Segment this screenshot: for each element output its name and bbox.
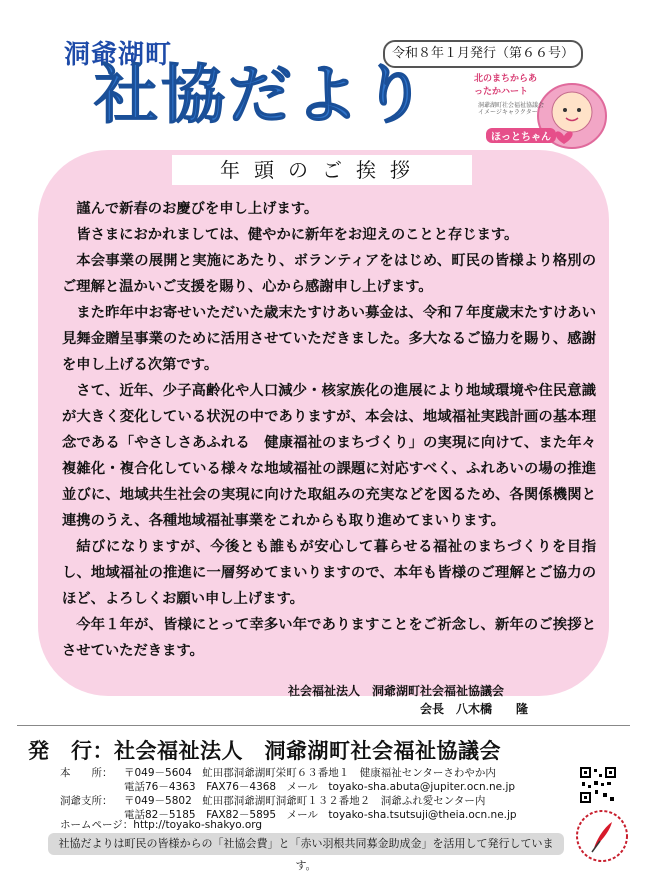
- funding-notice: 社協だよりは町民の皆様からの「社協会費」と「赤い羽根共同募金助成金」を活用して発行しています。: [48, 833, 564, 855]
- divider: [17, 725, 630, 726]
- greeting-paragraph: また昨年中お寄せいただいた歳末たすけあい募金は、令和７年度歳末たすけあい見舞金贈呈事業のために活用させていただきました。多大なるご協力を賜り、感謝を申し上げる次第です。: [62, 305, 596, 373]
- branch-contact: 電話82－5185 FAX82－5895 メール toyako-sha.tsutsuji@theia.ocn.ne.jp: [124, 809, 517, 821]
- signature-title: 会長 八木橋 隆: [420, 702, 529, 716]
- branch-label: 洞爺支所：: [60, 795, 113, 807]
- greeting-paragraph: 皆さまにおかれましては、健やかに新年をお迎えのことと存じます。: [76, 227, 519, 243]
- qr-code-icon[interactable]: [579, 766, 617, 804]
- signature-org: 社会福祉法人 洞爺湖町社会福祉協議会: [288, 684, 505, 698]
- issue-date: 令和８年１月発行（第６６号）: [383, 40, 583, 68]
- mascot-caption: 洞爺湖町社会福祉協議会イメージキャラクター: [478, 102, 545, 116]
- main-office-contact: 電話76－4363 FAX76－4368 メール toyako-sha.abuta@jupiter.ocn.ne.jp: [124, 781, 516, 793]
- mascot-tagline: 北のまちからあったかハート: [474, 74, 538, 97]
- mascot-name: ほっとちゃん: [486, 128, 556, 143]
- greeting-paragraph: 謹んで新春のお慶びを申し上げます。: [76, 201, 319, 217]
- homepage-link[interactable]: ホームページ：http://toyako-shakyo.org: [60, 819, 263, 831]
- greeting-body: [62, 196, 596, 664]
- greeting-paragraph: さて、近年、少子高齢化や人口減少・核家族化の進展により地域環境や住民意識が大きく変化している状況の中でありますが、本会は、地域福祉実践計画の基本理念である「やさしさあふれる 健康福祉のまちづくり」の実現に向けて、また年々複雑化・複合化している様々な地域福祉の課題に対応すべく、ふれあいの場の推進並びに、地域共生社会の実現に向けた取組みの充実などを図るため、各関係機関と連携のうえ、各種地域福祉事業をこれからも取り進めてまいります。: [62, 383, 596, 529]
- publisher: 発 行：社会福祉法人 洞爺湖町社会福祉協議会: [28, 739, 501, 763]
- greeting-paragraph: 結びになりますが、今後とも誰もが安心して暮らせる福祉のまちづくりを目指し、地域福祉の推進に一層努めてまいりますので、本年も皆様のご理解とご協力のほど、よろしくお願い申し上げます。: [62, 539, 596, 607]
- greeting-heading: 年頭のご挨拶: [172, 155, 472, 185]
- branch-address: 〒049－5802 虻田郡洞爺湖町洞爺町１３２番地２ 洞爺ふれ愛センター内: [124, 795, 486, 807]
- town-name: 洞爺湖町: [64, 40, 173, 70]
- main-office-address: 〒049－5604 虻田郡洞爺湖町栄町６３番地１ 健康福祉センターさわやか内: [124, 767, 496, 779]
- newsletter-title: 社協だより: [94, 59, 429, 133]
- red-feather-badge-icon: [574, 808, 630, 864]
- greeting-paragraph: 本会事業の展開と実施にあたり、ボランティアをはじめ、町民の皆様より格別のご理解と温かいご支援を賜り、心から感謝申し上げます。: [62, 253, 596, 295]
- greeting-paragraph: 今年１年が、皆様にとって幸多い年でありますことをご祈念し、新年のご挨拶とさせていただきます。: [62, 617, 596, 659]
- main-office-label: 本 所：: [60, 767, 113, 779]
